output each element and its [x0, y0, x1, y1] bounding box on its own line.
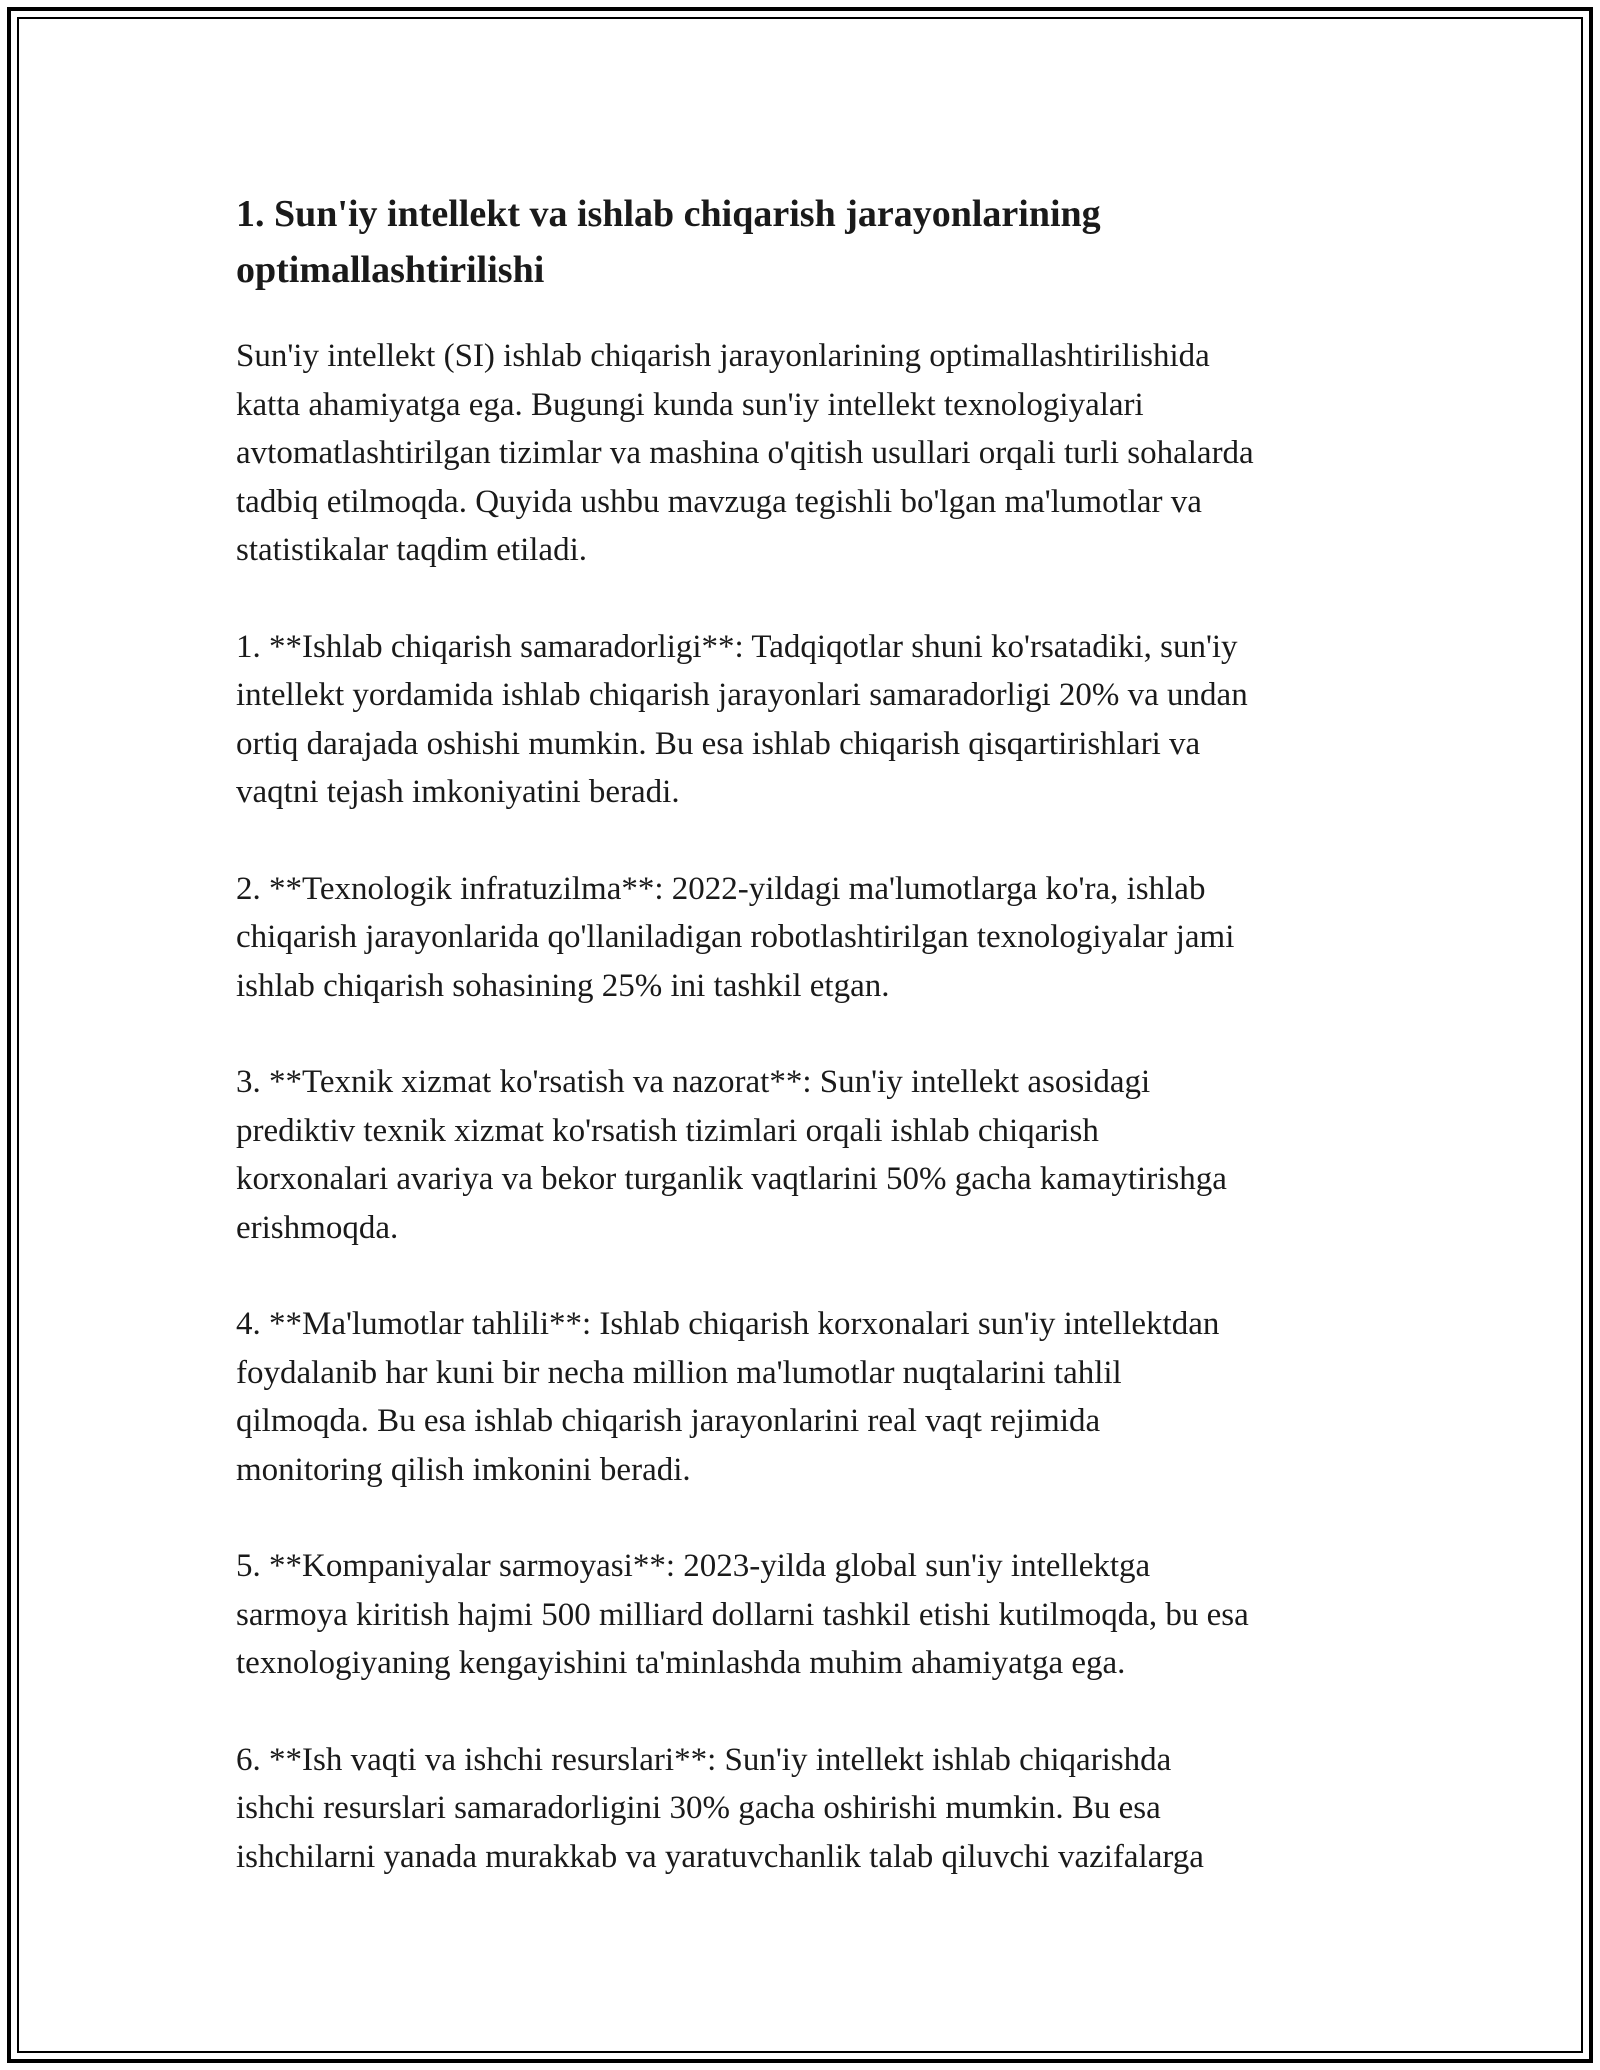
list-item-4: 4. **Ma'lumotlar tahlili**: Ishlab chiqarish korxonalari sun'iy intellektdan foydalanib har kuni bir necha million ma'lumotlar nuqtalarini tahlil qilmoqda. Bu esa ishlab chiqarish jarayonlarini real vaqt rejimida monitoring qilish imkonini beradi.	[236, 1306, 1220, 1488]
list-item-3: 3. **Texnik xizmat ko'rsatish va nazorat**: Sun'iy intellekt asosidagi prediktiv texnik xizmat ko'rsatish tizimlari orqali ishlab chiqarish korxonalari avariya va bekor turganlik vaqtlarini 50% gacha kamaytirishga erishmoqda.	[236, 1064, 1227, 1246]
list-item-6: 6. **Ish vaqti va ishchi resurslari**: Sun'iy intellekt ishlab chiqarishda ishchi resurslari samaradorligini 30% gacha oshirishi mumkin. Bu esa ishchilarni yanada murakkab va yaratuvchanlik talab qiluvchi vazifalarga	[236, 1741, 1204, 1875]
list-item-1: 1. **Ishlab chiqarish samaradorligi**: Tadqiqotlar shuni ko'rsatadiki, sun'iy intellekt yordamida ishlab chiqarish jarayonlari samaradorligi 20% va undan ortiq darajada oshishi mumkin. Bu esa ishlab chiqarish qisqartirishlari va vaqtni tejash imkoniyatini beradi.	[236, 628, 1248, 810]
document-body	[236, 186, 1381, 1929]
list-item-2: 2. **Texnologik infratuzilma**: 2022-yildagi ma'lumotlarga ko'ra, ishlab chiqarish jarayonlarida qo'llaniladigan robotlashtirilgan texnologiyalar jami ishlab chiqarish sohasining 25% ini tashkil etgan.	[236, 870, 1235, 1004]
intro-paragraph: Sun'iy intellekt (SI) ishlab chiqarish jarayonlarining optimallashtirilishida katta ahamiyatga ega. Bugungi kunda sun'iy intellekt texnologiyalari avtomatlashtirilgan tizimlar va mashina o'qitish usullari orqali turli sohalarda tadbiq etilmoqda. Quyida ushbu mavzuga tegishli bo'lgan ma'lumotlar va statistikalar taqdim etiladi.	[236, 338, 1254, 568]
document-title: 1. Sun'iy intellekt va ishlab chiqarish jarayonlarining optimallashtirilishi	[236, 193, 1101, 291]
list-item-5: 5. **Kompaniyalar sarmoyasi**: 2023-yilda global sun'iy intellektga sarmoya kiritish hajmi 500 milliard dollarni tashkil etishi kutilmoqda, bu esa texnologiyaning kengayishini ta'minlashda muhim ahamiyatga ega.	[236, 1548, 1249, 1681]
